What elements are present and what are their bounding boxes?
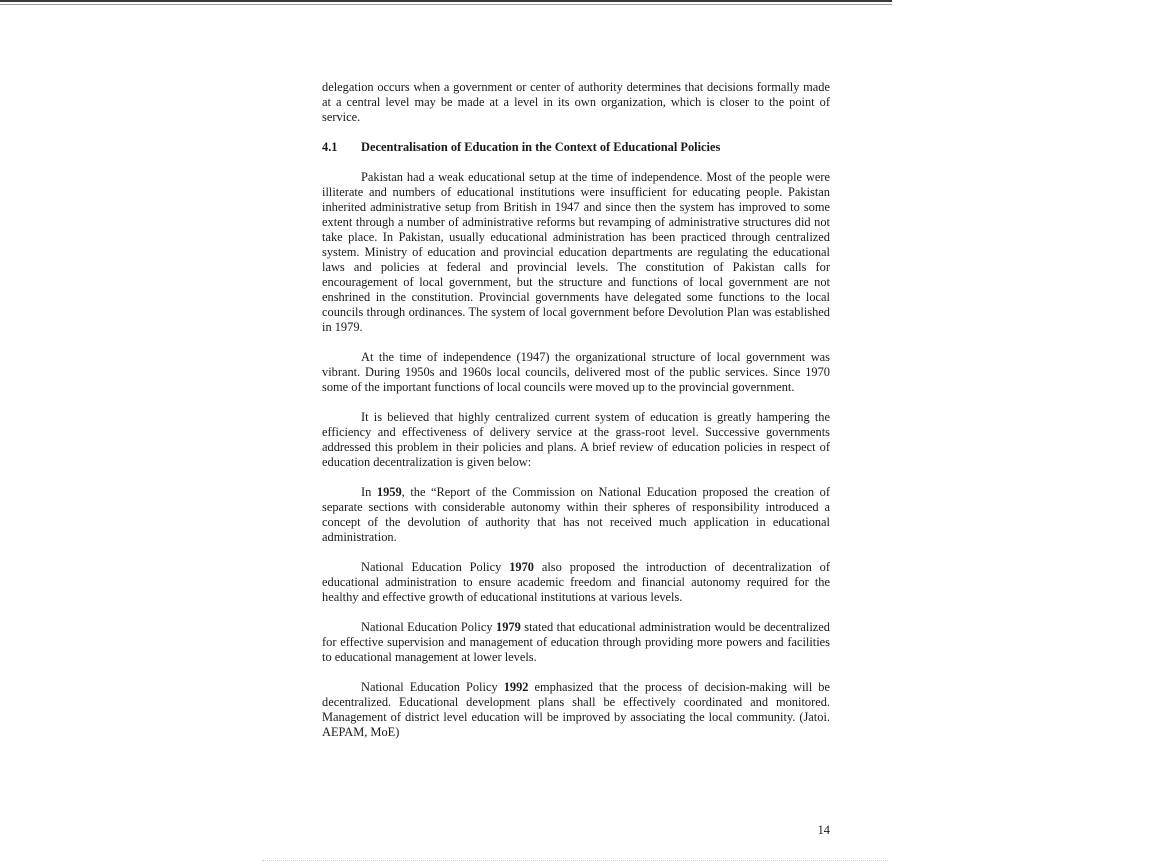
paragraph-local-government-history: At the time of independence (1947) the organizational structure of local government was vibrant. During 1950s and 1960s local councils, delivered most of the public services. Since 1970 some of the important functions of local councils were moved up to the provincial government. (322, 350, 830, 394)
policy-1959-year: 1959 (376, 485, 402, 499)
paragraph-independence-setup: Pakistan had a weak educational setup at the time of independence. Most of the people were illiterate and numbers of educational institutions were insufficient for educating people. Pakistan inherited administrative setup from British in 1947 and since then the system has improved to some extent through a number of administrative reforms but revamping of administrative structures did not take place. In Pakistan, usually educational administration has been practiced through centralized system. Ministry of education and provincial education departments are regulating the educational laws and policies at federal and provincial levels. The constitution of Pakistan calls for encouragement of local government, but the structure and functions of local government are not enshrined in the constitution. Provincial governments have delegated some functions to the local councils through ordinances. The system of local government before Devolution Plan was established in 1979. (322, 170, 830, 334)
paragraph-policy-1970 (322, 560, 830, 605)
policy-1970-lead: National Education Policy (361, 560, 510, 574)
section-number: 4.1 (322, 140, 338, 154)
section-heading (322, 140, 830, 155)
policy-1979-lead: National Education Policy (361, 620, 496, 634)
paragraph-policy-1979 (322, 620, 830, 665)
top-border-rule-thin (0, 4, 892, 5)
top-border-rule (0, 0, 892, 2)
policy-1992-year: 1992 (503, 680, 529, 694)
document-page (322, 80, 830, 755)
policy-1979-year: 1979 (496, 620, 521, 634)
policy-1970-year: 1970 (509, 560, 534, 574)
intro-paragraph: delegation occurs when a government or center of authority determines that decisions formally made at a central level may be made at a level in its own organization, which is closer to the point of service. (322, 80, 830, 124)
paragraph-centralization-problem: It is believed that highly centralized current system of education is greatly hampering the efficiency and effectiveness of delivery service at the grass-root level. Successive governments addressed this problem in their policies and plans. A brief review of education policies in respect of education decentralization is given below: (322, 410, 830, 469)
policy-1970-text: also proposed the introduction of decentralization of educational administration to ensure academic freedom and financial autonomy required for the healthy and effective growth of educational institutions at various levels. (322, 560, 830, 604)
policy-1979-text: stated that educational administration would be decentralized for effective supervision and management of education through providing more powers and facilities to educational management at lower levels. (322, 620, 830, 664)
paragraph-policy-1992 (322, 680, 830, 740)
policy-1959-text: , the “Report of the Commission on National Education proposed the creation of separate sections with considerable autonomy within their spheres of responsibility introduced a concept of the devolution of authority that has not received much application in educational administration. (322, 485, 830, 544)
page-bottom-divider (262, 860, 888, 861)
paragraph-policy-1959 (322, 485, 830, 545)
policy-1959-lead: In (361, 485, 377, 499)
policy-1992-text: emphasized that the process of decision-making will be decentralized. Educational development plans shall be effectively coordinated and monitored. Management of district level education will be improved by associating the local community. (Jatoi. AEPAM, MoE) (322, 680, 831, 739)
policy-1992-lead: National Education Policy (361, 680, 504, 694)
page-number: 14 (817, 823, 830, 837)
section-title: Decentralisation of Education in the Context of Educational Policies (361, 140, 721, 154)
